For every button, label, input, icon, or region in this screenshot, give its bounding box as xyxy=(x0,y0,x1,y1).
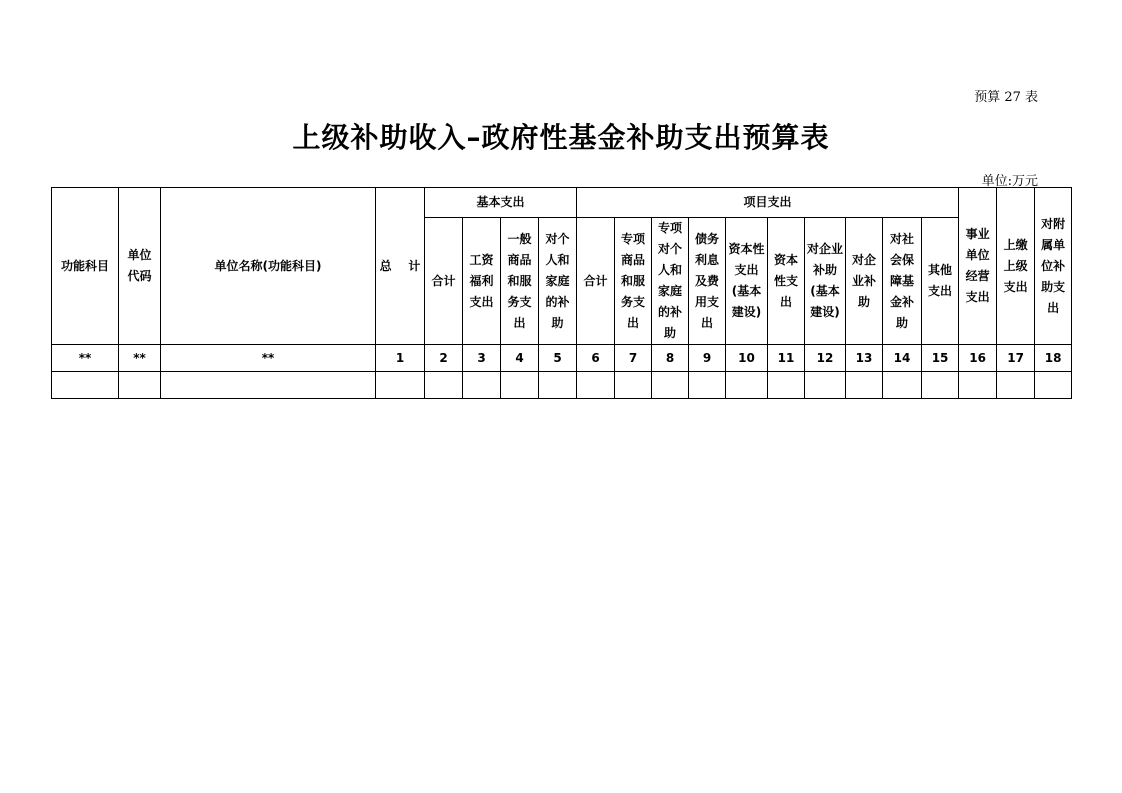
header-unit-code-text: 单位代码 xyxy=(127,248,152,283)
empty-cell xyxy=(997,372,1035,399)
header-project-enterprise-construction-text: 对企业补助(基本建设) xyxy=(807,242,844,319)
empty-cell xyxy=(805,372,846,399)
header-project-other xyxy=(922,218,959,345)
header-basic-wages xyxy=(463,218,501,345)
header-project-other-text: 其他支出 xyxy=(928,263,953,298)
empty-data-row xyxy=(52,372,1072,399)
code-cell: 10 xyxy=(726,345,768,372)
code-cell: ** xyxy=(52,345,119,372)
empty-cell xyxy=(726,372,768,399)
header-affiliated xyxy=(1035,188,1072,345)
code-row xyxy=(52,345,1072,372)
header-project-personal xyxy=(652,218,689,345)
empty-cell xyxy=(846,372,883,399)
header-total: 总 计 xyxy=(376,188,425,345)
header-upper xyxy=(997,188,1035,345)
header-business-text: 事业单位经营支出 xyxy=(965,227,990,304)
empty-cell xyxy=(119,372,161,399)
header-project-social-security xyxy=(883,218,922,345)
code-cell: 11 xyxy=(768,345,805,372)
header-func-subject: 功能科目 xyxy=(52,188,119,345)
code-cell: 9 xyxy=(689,345,726,372)
code-cell: 16 xyxy=(959,345,997,372)
empty-cell xyxy=(376,372,425,399)
code-cell: 3 xyxy=(463,345,501,372)
code-cell: 12 xyxy=(805,345,846,372)
header-group-project: 项目支出 xyxy=(577,188,959,218)
empty-cell xyxy=(539,372,577,399)
header-basic-goods xyxy=(501,218,539,345)
empty-cell xyxy=(959,372,997,399)
header-project-debt-text: 债务利息及费用支出 xyxy=(695,231,720,330)
header-project-capital-construction xyxy=(726,218,768,345)
code-cell: 18 xyxy=(1035,345,1072,372)
form-number: 预算 27 表 xyxy=(974,90,1038,105)
code-cell: 17 xyxy=(997,345,1035,372)
header-project-capital-text: 资本性支出 xyxy=(774,252,799,309)
empty-cell xyxy=(577,372,615,399)
budget-table xyxy=(51,187,1072,399)
header-project-total: 合计 xyxy=(577,218,615,345)
empty-cell xyxy=(615,372,652,399)
empty-cell xyxy=(689,372,726,399)
code-cell: 7 xyxy=(615,345,652,372)
header-business xyxy=(959,188,997,345)
header-project-social-security-text: 对社会保障基金补助 xyxy=(890,231,915,330)
code-cell: 4 xyxy=(501,345,539,372)
header-basic-personal-text: 对个人和家庭的补助 xyxy=(545,231,570,330)
empty-cell xyxy=(1035,372,1072,399)
header-upper-text: 上缴上级支出 xyxy=(1003,237,1028,294)
header-basic-total: 合计 xyxy=(425,218,463,345)
header-group-basic: 基本支出 xyxy=(425,188,577,218)
empty-cell xyxy=(161,372,376,399)
code-cell: ** xyxy=(161,345,376,372)
header-basic-personal xyxy=(539,218,577,345)
header-project-enterprise-construction xyxy=(805,218,846,345)
unit-label: 单位:万元 xyxy=(981,174,1038,189)
code-cell: 13 xyxy=(846,345,883,372)
header-project-debt xyxy=(689,218,726,345)
empty-cell xyxy=(652,372,689,399)
code-cell: 5 xyxy=(539,345,577,372)
header-project-enterprise-text: 对企业补助 xyxy=(852,252,877,309)
code-cell: 14 xyxy=(883,345,922,372)
header-project-enterprise xyxy=(846,218,883,345)
code-cell: 15 xyxy=(922,345,959,372)
header-basic-goods-text: 一般商品和服务支出 xyxy=(507,231,532,330)
header-project-capital xyxy=(768,218,805,345)
code-cell: 1 xyxy=(376,345,425,372)
empty-cell xyxy=(768,372,805,399)
code-cell: ** xyxy=(119,345,161,372)
header-project-personal-text: 专项对个人和家庭的补助 xyxy=(658,221,683,340)
empty-cell xyxy=(52,372,119,399)
header-project-goods xyxy=(615,218,652,345)
header-project-goods-text: 专项商品和服务支出 xyxy=(621,231,646,330)
empty-cell xyxy=(463,372,501,399)
header-project-capital-construction-text: 资本性支出(基本建设) xyxy=(728,242,765,319)
empty-cell xyxy=(922,372,959,399)
page-title: 上级补助收入–政府性基金补助支出预算表 xyxy=(292,121,830,154)
empty-cell xyxy=(501,372,539,399)
header-affiliated-text: 对附属单位补助支出 xyxy=(1041,216,1066,315)
header-basic-wages-text: 工资福利支出 xyxy=(469,252,494,309)
code-cell: 2 xyxy=(425,345,463,372)
header-unit-code xyxy=(119,188,161,345)
empty-cell xyxy=(425,372,463,399)
code-cell: 8 xyxy=(652,345,689,372)
header-unit-name: 单位名称(功能科目) xyxy=(161,188,376,345)
empty-cell xyxy=(883,372,922,399)
code-cell: 6 xyxy=(577,345,615,372)
